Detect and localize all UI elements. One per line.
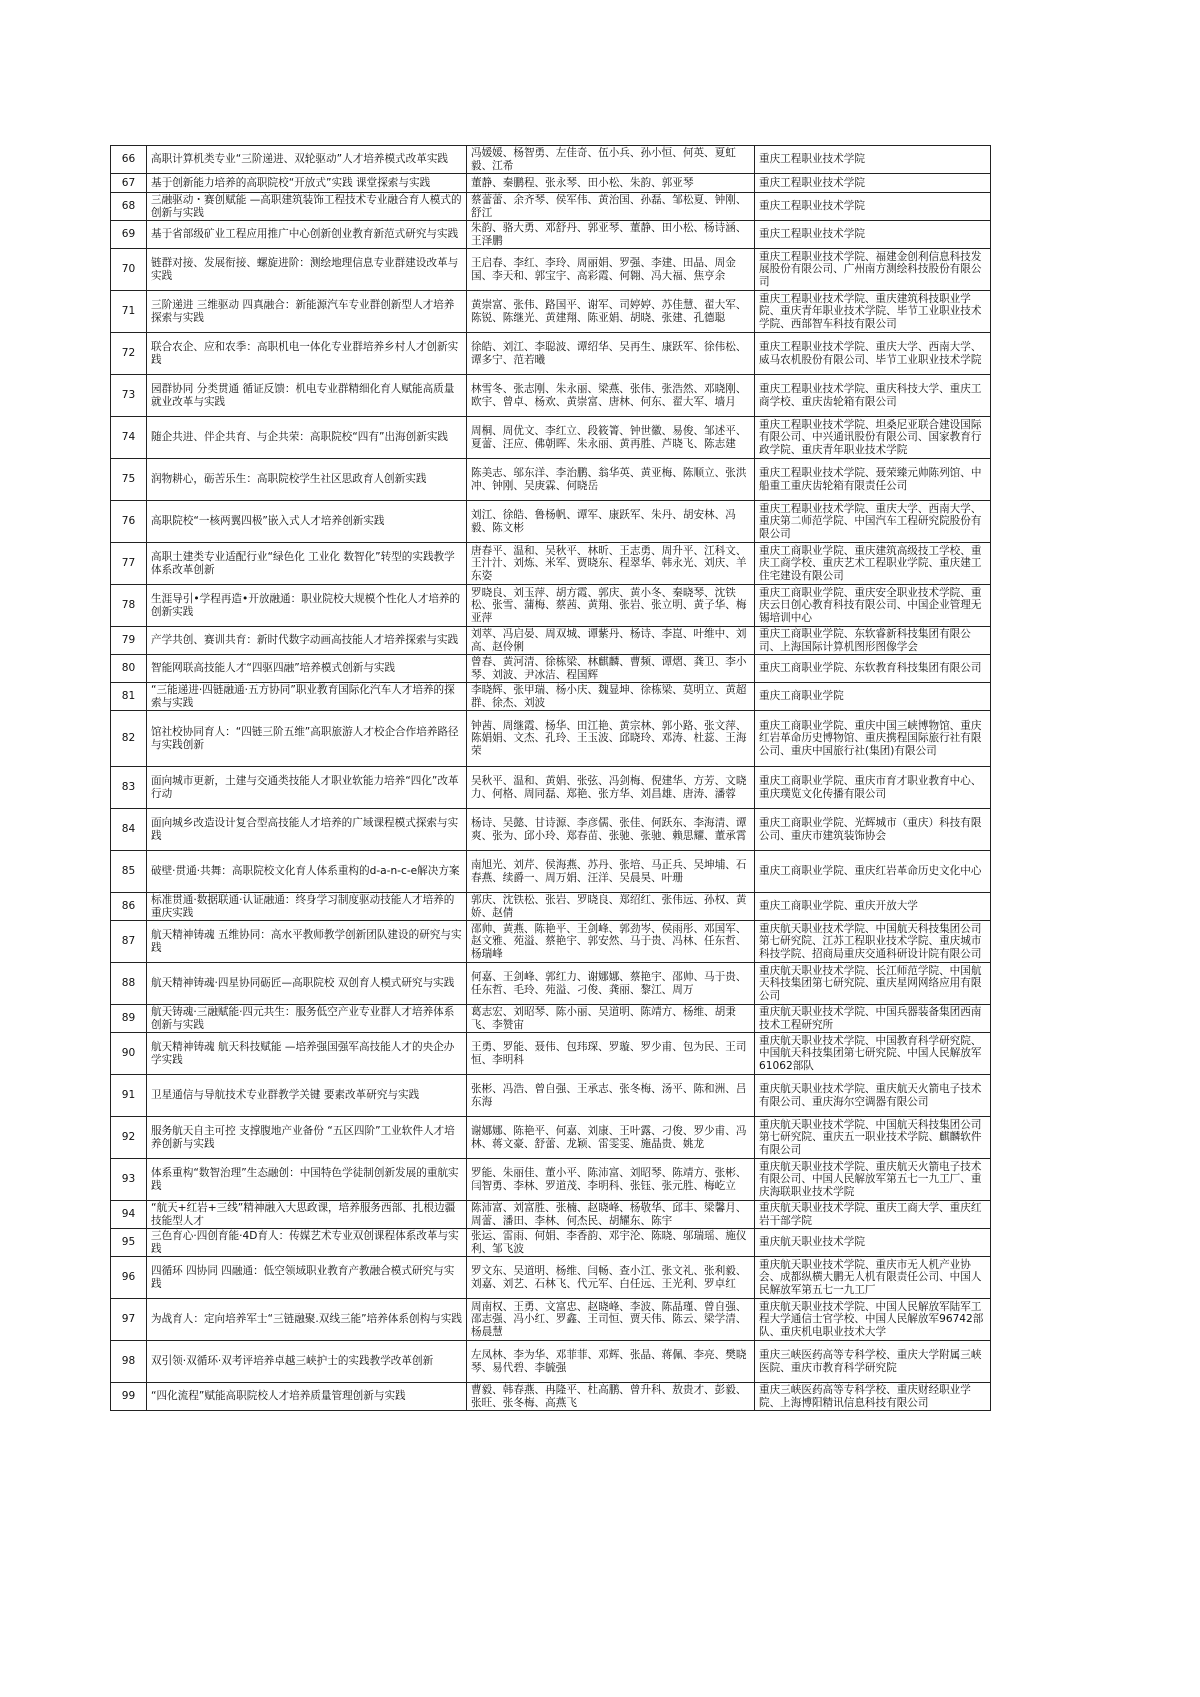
- table-row: [111, 627, 991, 655]
- project-members: 朱韵、骆大勇、邓舒丹、郭亚琴、董静、田小松、杨诗涵、王泽鹏: [467, 221, 755, 249]
- completion-units: 重庆航天职业技术学院、重庆航天火箭电子技术有限公司、重庆海尔空调器有限公司: [755, 1075, 991, 1117]
- project-members: 刘江、徐皓、鲁杨帆、谭军、康跃军、朱丹、胡安林、冯毅、陈文彬: [467, 501, 755, 543]
- table-row: [111, 921, 991, 963]
- table-row: [111, 249, 991, 291]
- project-title: 航天精神铸魂·四星协同砺匠—高职院校 双创育人模式研究与实践: [147, 963, 467, 1005]
- row-number: 96: [111, 1257, 147, 1299]
- completion-units: 重庆工程职业技术学院、坦桑尼亚联合建设国际有限公司、中兴通讯股份有限公司、国家教育行政学院、重庆青年职业技术学院: [755, 417, 991, 459]
- completion-units: 重庆工程职业技术学院、重庆大学、西南大学、重庆第二师范学院、中国汽车工程研究院股份有限公司: [755, 501, 991, 543]
- row-number: 84: [111, 809, 147, 851]
- project-title: “四化流程”赋能高职院校人才培养质量管理创新与实践: [147, 1383, 467, 1411]
- project-members: 罗能、朱丽佳、董小平、陈沛富、刘昭琴、陈靖方、张彬、闫智勇、李林、罗道茂、李明科、张钰、张元胜、梅屹立: [467, 1159, 755, 1201]
- table-row: [111, 221, 991, 249]
- table-row: [111, 683, 991, 711]
- project-title: 三融驱动・赛创赋能 —高职建筑装饰工程技术专业融合育人模式的创新与实践: [147, 193, 467, 221]
- row-number: 68: [111, 193, 147, 221]
- table-row: [111, 1257, 991, 1299]
- project-title: 基于省部级矿业工程应用推广中心创新创业教育新范式研究与实践: [147, 221, 467, 249]
- project-title: “三能递进·四链融通·五方协同”职业教育国际化汽车人才培养的探索与实践: [147, 683, 467, 711]
- row-number: 71: [111, 291, 147, 333]
- row-number: 98: [111, 1341, 147, 1383]
- project-title: 基于创新能力培养的高职院校“开放式”实践 课堂探索与实践: [147, 174, 467, 193]
- project-members: 陈美志、邬东洋、李治鹏、翁华英、黄亚梅、陈顺立、张洪冲、钟刚、吴庚霖、何晓岳: [467, 459, 755, 501]
- table-row: [111, 711, 991, 767]
- project-title: 园群协同 分类贯通 循证反馈：机电专业群精细化育人赋能高质量就业改革与实践: [147, 375, 467, 417]
- table-row: [111, 501, 991, 543]
- project-title: 高职土建类专业适配行业“绿色化 工业化 数智化”转型的实践教学体系改革创新: [147, 543, 467, 585]
- row-number: 74: [111, 417, 147, 459]
- row-number: 67: [111, 174, 147, 193]
- completion-units: 重庆工商职业学院、东软睿新科技集团有限公司、上海国际计算机图形图像学会: [755, 627, 991, 655]
- completion-units: 重庆工程职业技术学院、聂荣臻元帅陈列馆、中船重工重庆齿轮箱有限责任公司: [755, 459, 991, 501]
- row-number: 90: [111, 1033, 147, 1075]
- project-members: 钟茜、周继霞、杨华、田江艳、黄宗林、郭小路、张文萍、陈娟娟、文杰、孔玲、王玉波、邱晓玲、邓涛、杜蕊、王海荣: [467, 711, 755, 767]
- project-members: 周桐、周优文、李红立、段筱箐、钟世徽、易俊、邹述平、夏蕾、汪应、佛朝晖、朱永丽、黄再胜、芦晓飞、陈志建: [467, 417, 755, 459]
- row-number: 72: [111, 333, 147, 375]
- row-number: 99: [111, 1383, 147, 1411]
- project-members: 李晓辉、张甲瑞、杨小庆、魏显坤、徐栋梁、莫明立、黄超群、徐杰、刘波: [467, 683, 755, 711]
- row-number: 78: [111, 585, 147, 627]
- row-number: 69: [111, 221, 147, 249]
- project-members: 王勇、罗能、聂伟、包玮琛、罗璇、罗少甫、包为民、王司恒、李明科: [467, 1033, 755, 1075]
- completion-units: 重庆工商职业学院、重庆开放大学: [755, 893, 991, 921]
- project-members: 吴秋平、温和、黄娟、张弦、冯剑梅、倪建华、方芳、文晓力、何格、周同磊、郑艳、张方华、刘昌雄、唐涛、潘蓉: [467, 767, 755, 809]
- row-number: 79: [111, 627, 147, 655]
- project-title: 高职计算机类专业“三阶递进、双轮驱动”人才培养模式改革实践: [147, 146, 467, 174]
- project-title: 润物耕心，砺苦乐生：高职院校学生社区思政育人创新实践: [147, 459, 467, 501]
- completion-units: 重庆航天职业技术学院、中国人民解放军陆军工程大学通信士官学校、中国人民解放军96742部队、重庆机电职业技术大学: [755, 1299, 991, 1341]
- table-row: [111, 193, 991, 221]
- project-title: 航天精神铸魂 航天科技赋能 —培养强国强军高技能人才的央企办学实践: [147, 1033, 467, 1075]
- table-row: [111, 809, 991, 851]
- table-row: [111, 1229, 991, 1257]
- completion-units: 重庆工程职业技术学院、重庆科技大学、重庆工商学校、重庆齿轮箱有限公司: [755, 375, 991, 417]
- row-number: 94: [111, 1201, 147, 1229]
- project-title: 产学共创、赛训共育：新时代数字动画高技能人才培养探索与实践: [147, 627, 467, 655]
- table-row: [111, 417, 991, 459]
- table-row: [111, 1299, 991, 1341]
- project-title: 四循环 四协同 四融通：低空领域职业教育产教融合模式研究与实践: [147, 1257, 467, 1299]
- project-title: 标准贯通·数据联通·认证融通：终身学习制度驱动技能人才培养的重庆实践: [147, 893, 467, 921]
- row-number: 66: [111, 146, 147, 174]
- table-row: [111, 585, 991, 627]
- completion-units: 重庆航天职业技术学院、重庆市无人机产业协会、成都纵横大鹏无人机有限责任公司、中国人民解放军第五七一九工厂: [755, 1257, 991, 1299]
- completion-units: 重庆工商职业学院、重庆安全职业技术学院、重庆云日创心教育科技有限公司、中国企业管理无锡培训中心: [755, 585, 991, 627]
- row-number: 82: [111, 711, 147, 767]
- row-number: 91: [111, 1075, 147, 1117]
- row-number: 81: [111, 683, 147, 711]
- table-row: [111, 1383, 991, 1411]
- table-row: [111, 375, 991, 417]
- project-title: 高职院校“一核两翼四极”嵌入式人才培养创新实践: [147, 501, 467, 543]
- completion-units: 重庆工商职业学院、重庆红岩革命历史文化中心: [755, 851, 991, 893]
- project-members: 徐皓、刘江、李聪波、谭绍华、吴再生、康跃军、徐伟松、谭多宁、范若曦: [467, 333, 755, 375]
- table-row: [111, 1341, 991, 1383]
- project-title: 馆社校协同育人：“四链三阶五维”高职旅游人才校企合作培养路径与实践创新: [147, 711, 467, 767]
- project-title: 体系重构“数智治理”生态融创：中国特色学徒制创新发展的重航实践: [147, 1159, 467, 1201]
- row-number: 80: [111, 655, 147, 683]
- row-number: 76: [111, 501, 147, 543]
- project-title: 卫星通信与导航技术专业群教学关键 要素改革研究与实践: [147, 1075, 467, 1117]
- project-title: 双引领·双循环·双考评培养卓越三峡护士的实践教学改革创新: [147, 1341, 467, 1383]
- table-row: [111, 851, 991, 893]
- project-title: 破壁·贯通·共舞：高职院校文化育人体系重构的d-a-n-c-e解决方案: [147, 851, 467, 893]
- project-members: 董静、秦鹏程、张永琴、田小松、朱韵、郭亚琴: [467, 174, 755, 193]
- table-row: [111, 174, 991, 193]
- completion-units: 重庆航天职业技术学院、中国航天科技集团公司第七研究院、江苏工程职业技术学院、重庆城市科技学院、招商局重庆交通科研设计院有限公司: [755, 921, 991, 963]
- project-title: “航天+红岩+三线”精神融入大思政课，培养服务西部、扎根边疆技能型人才: [147, 1201, 467, 1229]
- project-members: 蔡蕾蕾、余齐琴、侯军伟、黄治国、孙磊、邹松夏、钟刚、舒江: [467, 193, 755, 221]
- project-title: 面向城市更新，土建与交通类技能人才职业软能力培养“四化”改革行动: [147, 767, 467, 809]
- table-row: [111, 1117, 991, 1159]
- project-members: 曹毅、韩春燕、冉隆平、杜高鹏、曾升科、敖贵才、彭毅、张旺、张冬梅、高燕飞: [467, 1383, 755, 1411]
- project-members: 冯媛媛、杨智勇、左佳奇、伍小兵、孙小恒、何英、夏虹毅、江希: [467, 146, 755, 174]
- completion-units: 重庆航天职业技术学院、中国航天科技集团公司第七研究院、重庆五一职业技术学院、麒麟软件有限公司: [755, 1117, 991, 1159]
- completion-units: 重庆工程职业技术学院: [755, 193, 991, 221]
- completion-units: 重庆工商职业学院: [755, 683, 991, 711]
- table-row: [111, 655, 991, 683]
- completion-units: 重庆工商职业学院、重庆建筑高级技工学校、重庆工商学校、重庆艺术工程职业学院、重庆建工住宅建设有限公司: [755, 543, 991, 585]
- project-title: 随企共进、伴企共育、与企共荣：高职院校“四有”出海创新实践: [147, 417, 467, 459]
- project-title: 链群对接、发展衔接、螺旋进阶：测绘地理信息专业群建设改革与实践: [147, 249, 467, 291]
- project-members: 张彬、冯浩、曾自强、王承志、张冬梅、汤平、陈和洲、吕东海: [467, 1075, 755, 1117]
- completion-units: 重庆工程职业技术学院、重庆建筑科技职业学院、重庆青年职业技术学院、毕节工业职业技术学院、西部智车科技有限公司: [755, 291, 991, 333]
- project-members: 杨诗、吴懿、甘诗源、李彦儒、张佳、何跃东、李海清、谭爽、张为、邱小玲、郑春苗、张驰、张驰、赖思耀、董承霄: [467, 809, 755, 851]
- project-members: 罗晓良、刘玉萍、胡方霞、郭庆、黄小冬、秦晓琴、沈铁松、张雪、蒲梅、蔡茜、黄翔、张岩、张立明、黄子华、梅亚萍: [467, 585, 755, 627]
- row-number: 70: [111, 249, 147, 291]
- project-members: 邵帅、黄燕、陈艳平、王剑峰、郭劲岑、侯雨彤、邓国军、赵文雅、苑溢、蔡艳宇、郭安然、马于贵、冯林、任东哲、杨瑞峰: [467, 921, 755, 963]
- project-members: 曾春、黄河清、徐栋梁、林麒麟、曹频、谭熠、龚卫、李小琴、刘波、尹冰洁、程国辉: [467, 655, 755, 683]
- project-title: 为战育人：定向培养军士“三链融聚.双线三能”培养体系创构与实践: [147, 1299, 467, 1341]
- completion-units: 重庆工商职业学院、光辉城市（重庆）科技有限公司、重庆市建筑装饰协会: [755, 809, 991, 851]
- project-members: 周南权、王勇、文富忠、赵晓峰、李波、陈晶瑾、曾自强、邵志强、冯小红、罗鑫、王司恒、贾天伟、陈云、梁学清、杨晨慧: [467, 1299, 755, 1341]
- table-row: [111, 146, 991, 174]
- project-title: 三阶递进 三维驱动 四真融合：新能源汽车专业群创新型人才培养探索与实践: [147, 291, 467, 333]
- table-row: [111, 291, 991, 333]
- completion-units: 重庆工程职业技术学院: [755, 146, 991, 174]
- project-members: 刘萃、冯启晏、周双城、谭紫丹、杨诗、李崑、叶维中、刘高、赵伶俐: [467, 627, 755, 655]
- completion-units: 重庆工商职业学院、重庆中国三峡博物馆、重庆红岩革命历史博物馆、重庆携程国际旅行社有限公司、重庆中国旅行社(集团)有限公司: [755, 711, 991, 767]
- project-members: 王启春、李红、李玲、周丽娟、罗强、李建、田晶、周金国、李天和、郭宝宇、高彩霞、何翱、冯大福、焦亨余: [467, 249, 755, 291]
- project-members: 黄崇富、张伟、路国平、谢军、司婷婷、苏佳慧、翟大军、陈锐、陈继光、黄建翔、陈亚娟、胡晓、张建、孔德聪: [467, 291, 755, 333]
- table-row: [111, 1005, 991, 1033]
- row-number: 73: [111, 375, 147, 417]
- project-title: 航天精神铸魂 五维协同：高水平教师教学创新团队建设的研究与实践: [147, 921, 467, 963]
- table-row: [111, 1033, 991, 1075]
- completion-units: 重庆航天职业技术学院、重庆工商大学、重庆红岩干部学院: [755, 1201, 991, 1229]
- project-members: 何嘉、王剑峰、郭红力、谢娜娜、蔡艳宇、邵帅、马于贵、任东哲、毛玲、苑溢、刁俊、龚丽、黎江、周万: [467, 963, 755, 1005]
- project-members: 张运、雷雨、何娟、李香韵、邓宇沦、陈晓、邬瑞瑶、施仪利、邹飞波: [467, 1229, 755, 1257]
- project-title: 联合农企、应和农季：高职机电一体化专业群培养乡村人才创新实践: [147, 333, 467, 375]
- project-members: 左凤林、李为华、邓菲菲、邓辉、张晶、蒋佩、李亮、樊晓琴、易代碧、李毓强: [467, 1341, 755, 1383]
- table-row: [111, 543, 991, 585]
- table-row: [111, 1075, 991, 1117]
- project-members: 罗文东、吴道明、杨维、闫畅、查小江、张文礼、张利毅、刘嘉、刘艺、石林飞、代元军、白任远、王光利、罗卓红: [467, 1257, 755, 1299]
- awards-table-page: [110, 145, 990, 1411]
- table-body: [111, 146, 991, 1411]
- project-title: 三色育心·四创育能·4D育人：传媒艺术专业双创课程体系改革与实践: [147, 1229, 467, 1257]
- completion-units: 重庆工程职业技术学院: [755, 174, 991, 193]
- completion-units: 重庆三峡医药高等专科学校、重庆财经职业学院、上海博阳精讯信息科技有限公司: [755, 1383, 991, 1411]
- row-number: 85: [111, 851, 147, 893]
- project-members: 葛志宏、刘昭琴、陈小丽、吴道明、陈靖方、杨维、胡秉飞、李赞宙: [467, 1005, 755, 1033]
- table-row: [111, 767, 991, 809]
- project-members: 唐春平、温和、吴秋平、林昕、王志勇、周升平、江科文、王汁汁、刘炼、米军、贾晓东、程翠华、韩永光、刘庆、羊东姿: [467, 543, 755, 585]
- completion-units: 重庆航天职业技术学院: [755, 1229, 991, 1257]
- table-row: [111, 1201, 991, 1229]
- row-number: 89: [111, 1005, 147, 1033]
- table-row: [111, 1159, 991, 1201]
- table-row: [111, 459, 991, 501]
- table-row: [111, 893, 991, 921]
- project-members: 林雪冬、张志刚、朱永丽、梁燕、张伟、张浩然、邓晓刚、欧宇、曾卓、杨欢、黄崇富、唐林、何东、翟大军、墙月: [467, 375, 755, 417]
- completion-units: 重庆工程职业技术学院、福建金创利信息科技发展股份有限公司、广州南方测绘科技股份有限公司: [755, 249, 991, 291]
- project-title: 生涯导引•学程再造•开放融通：职业院校大规模个性化人才培养的创新实践: [147, 585, 467, 627]
- row-number: 83: [111, 767, 147, 809]
- completion-units: 重庆三峡医药高等专科学校、重庆大学附属三峡医院、重庆市教育科学研究院: [755, 1341, 991, 1383]
- completion-units: 重庆航天职业技术学院、中国教育科学研究院、中国航天科技集团第七研究院、中国人民解放军61062部队: [755, 1033, 991, 1075]
- completion-units: 重庆工程职业技术学院、重庆大学、西南大学、威马农机股份有限公司、毕节工业职业技术学院: [755, 333, 991, 375]
- row-number: 75: [111, 459, 147, 501]
- completion-units: 重庆航天职业技术学院、中国兵器装备集团西南技术工程研究所: [755, 1005, 991, 1033]
- project-members: 郭庆、沈铁松、张岩、罗晓良、郑绍红、张伟远、孙权、黄娇、赵倩: [467, 893, 755, 921]
- row-number: 87: [111, 921, 147, 963]
- row-number: 92: [111, 1117, 147, 1159]
- completion-units: 重庆航天职业技术学院、长江师范学院、中国航天科技集团第七研究院、重庆星网网络应用有限公司: [755, 963, 991, 1005]
- row-number: 93: [111, 1159, 147, 1201]
- completion-units: 重庆工商职业学院、重庆市育才职业教育中心、重庆璞览文化传播有限公司: [755, 767, 991, 809]
- project-members: 谢娜娜、陈艳平、何嘉、刘康、王叶露、刁俊、罗少甫、冯林、蒋文豪、舒蕾、龙颖、雷雯雯、施晶贵、姚龙: [467, 1117, 755, 1159]
- completion-units: 重庆工程职业技术学院: [755, 221, 991, 249]
- completion-units: 重庆航天职业技术学院、重庆航天火箭电子技术有限公司、中国人民解放军第五七一九工厂、重庆海联职业技术学院: [755, 1159, 991, 1201]
- row-number: 88: [111, 963, 147, 1005]
- row-number: 77: [111, 543, 147, 585]
- project-title: 面向城乡改造设计复合型高技能人才培养的广域课程模式探索与实践: [147, 809, 467, 851]
- awards-table: [110, 145, 991, 1411]
- project-title: 服务航天自主可控 支撑腹地产业备份 “五区四阶”工业软件人才培养创新与实践: [147, 1117, 467, 1159]
- project-members: 陈沛富、刘富胜、张楠、赵晓峰、杨敬华、邱丰、梁馨月、周蕾、潘田、李林、何杰民、胡耀东、陈宇: [467, 1201, 755, 1229]
- row-number: 86: [111, 893, 147, 921]
- table-row: [111, 333, 991, 375]
- row-number: 97: [111, 1299, 147, 1341]
- completion-units: 重庆工商职业学院、东软教育科技集团有限公司: [755, 655, 991, 683]
- project-title: 航天铸魂·三融赋能·四元共生：服务低空产业专业群人才培养体系创新与实践: [147, 1005, 467, 1033]
- row-number: 95: [111, 1229, 147, 1257]
- project-members: 南旭光、刘芹、侯海燕、苏丹、张培、马正兵、吴坤埔、石春燕、续爵一、周万娟、汪洋、吴晨昊、叶珊: [467, 851, 755, 893]
- table-row: [111, 963, 991, 1005]
- project-title: 智能网联高技能人才“四驱四融”培养模式创新与实践: [147, 655, 467, 683]
